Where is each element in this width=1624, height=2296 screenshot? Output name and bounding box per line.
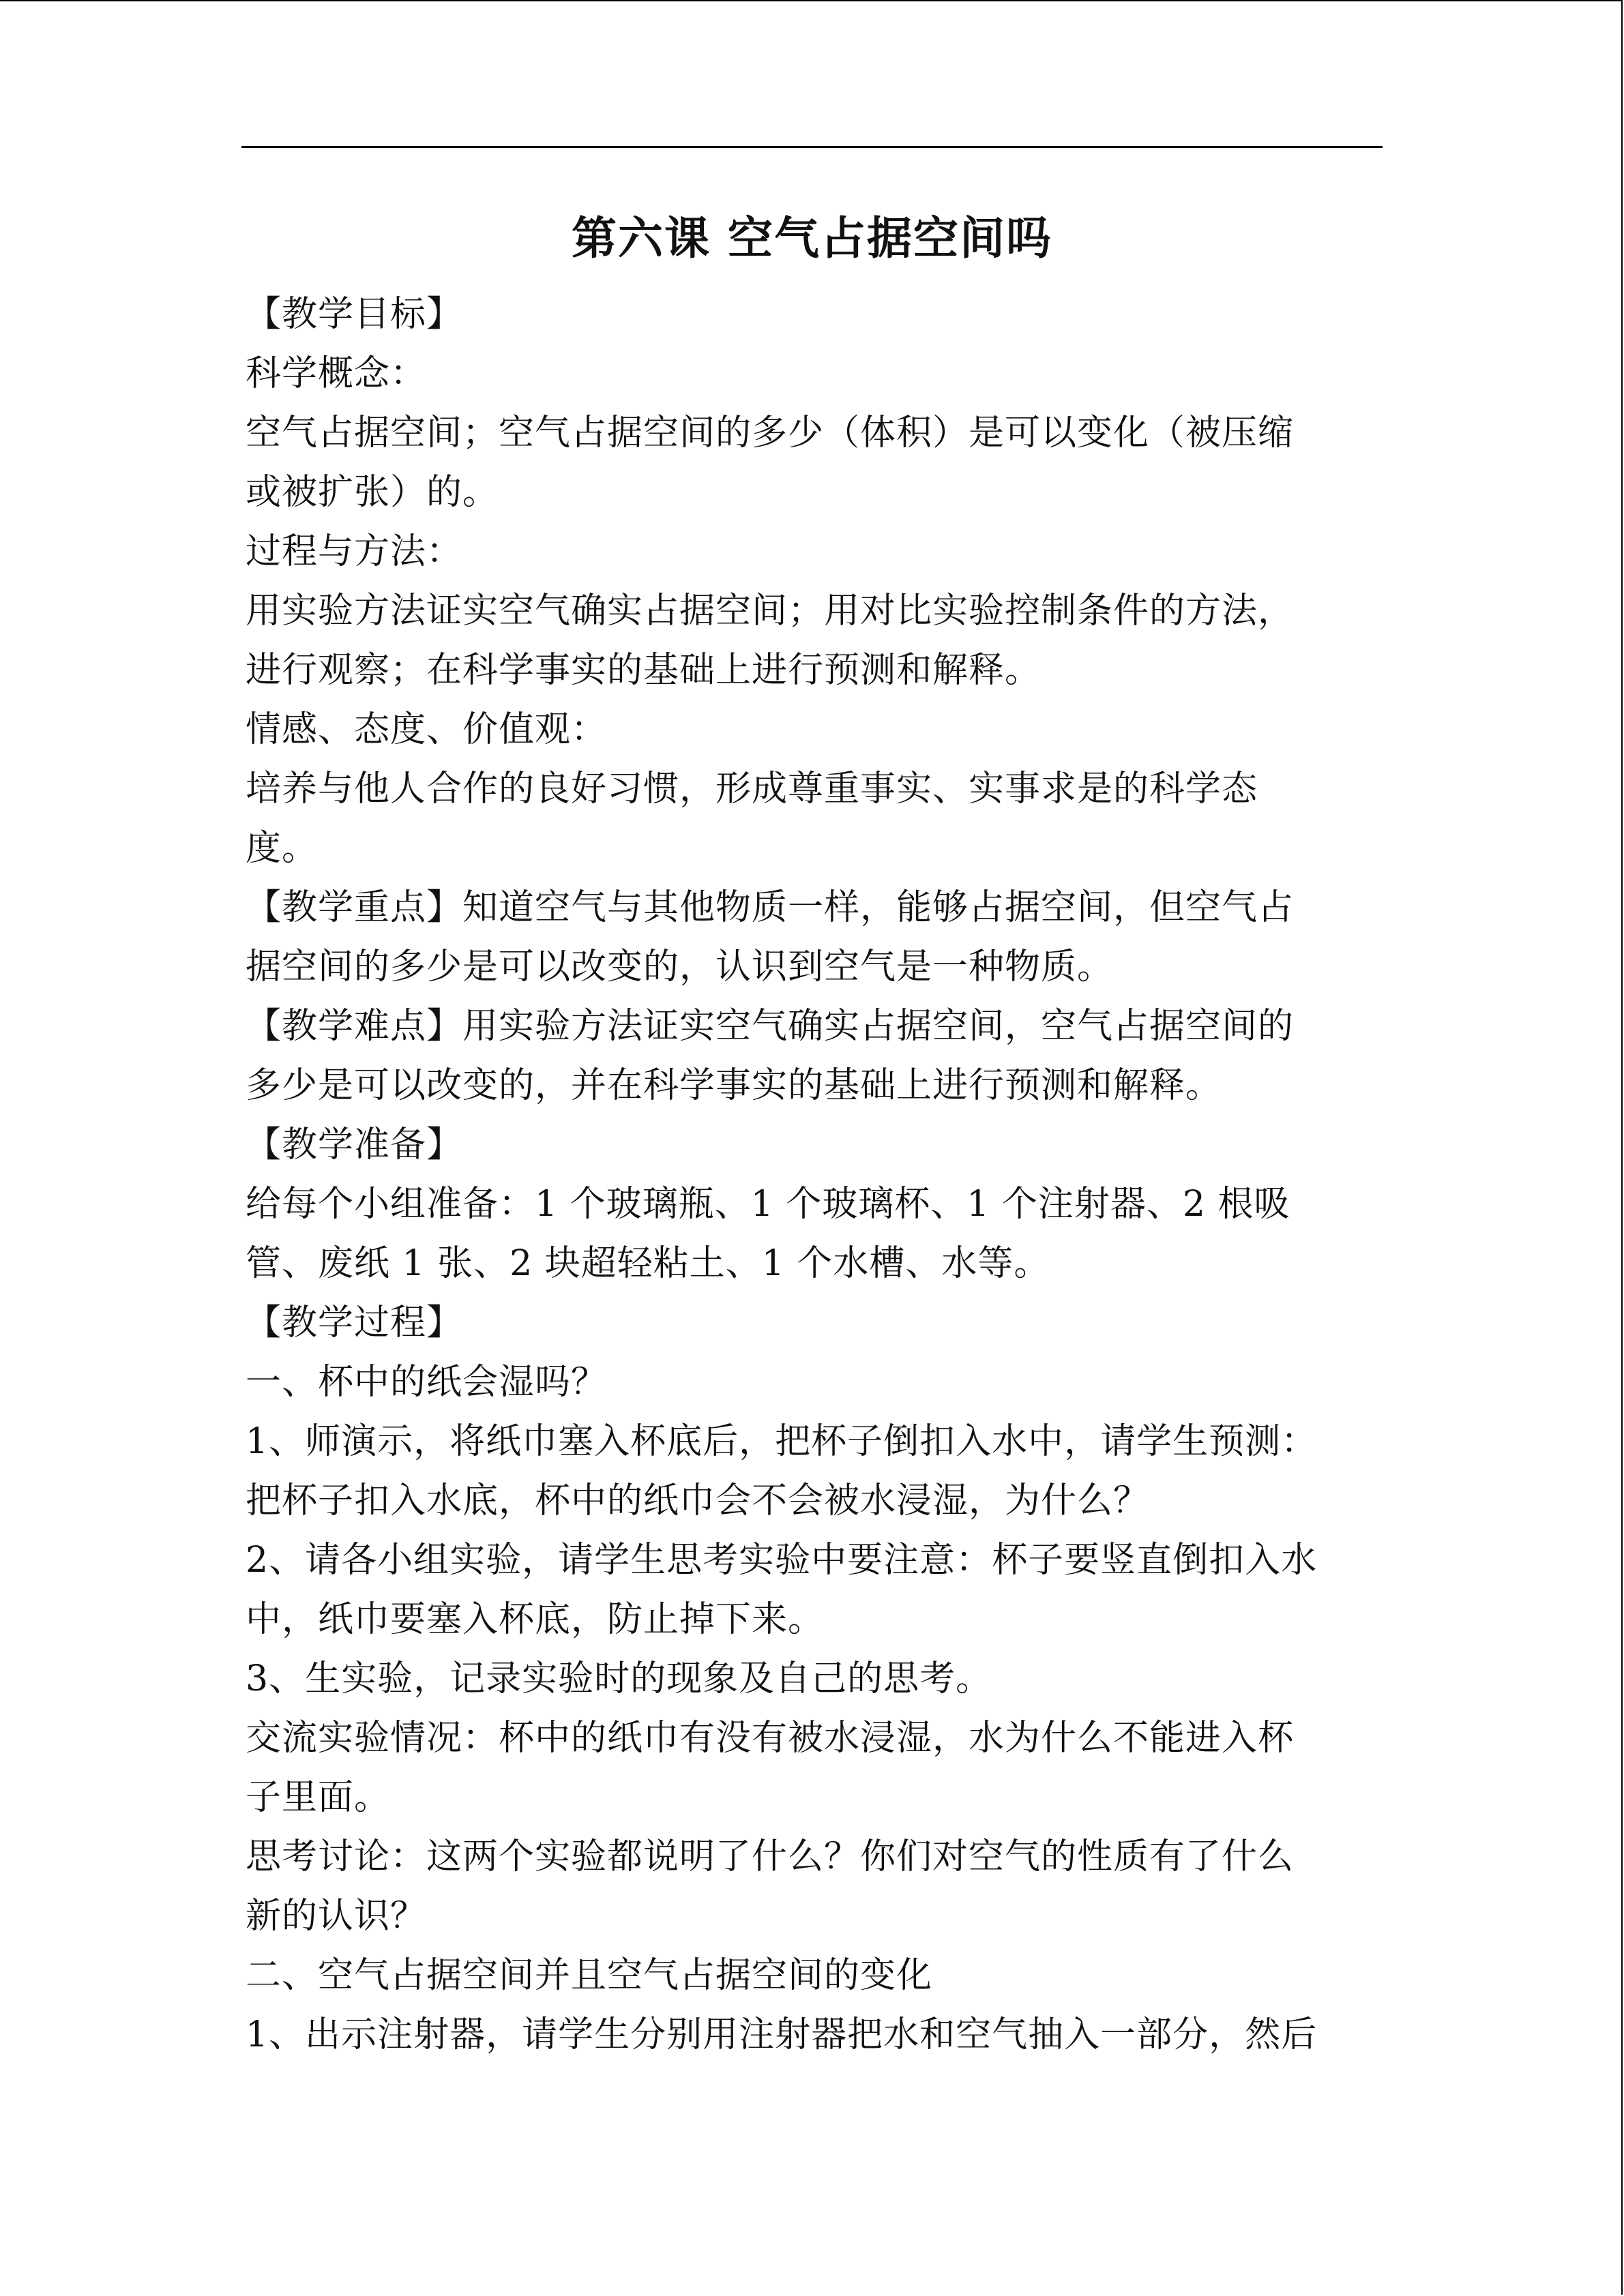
text-line: 1、出示注射器，请学生分别用注射器把水和空气抽入一部分，然后 (246, 2014, 1318, 2055)
text-line: 3、生实验，记录实验时的现象及自己的思考。 (246, 1658, 992, 1699)
text-line: 1、师演示，将纸巾塞入杯底后，把杯子倒扣入水中，请学生预测： (246, 1421, 1318, 1462)
text-line: 思考讨论：这两个实验都说明了什么？你们对空气的性质有了什么 (246, 1836, 1295, 1877)
text-line: 培养与他人合作的良好习惯，形成尊重事实、实事求是的科学态 (246, 769, 1258, 809)
heading-preparation: 【教学准备】 (246, 1124, 463, 1165)
text-line: 度。 (246, 828, 319, 869)
section-heading-1: 一、杯中的纸会湿吗？ (246, 1362, 608, 1403)
text-line: 或被扩张）的。 (246, 472, 499, 513)
text-line: 把杯子扣入水底，杯中的纸巾会不会被水浸湿，为什么？ (246, 1480, 1150, 1521)
heading-teaching-objectives: 【教学目标】 (246, 294, 463, 335)
text-line: 管、废纸 1 张、2 块超轻粘土、1 个水槽、水等。 (246, 1243, 1050, 1284)
text-line: 子里面。 (246, 1777, 391, 1818)
text-line: 空气占据空间；空气占据空间的多少（体积）是可以变化（被压缩 (246, 413, 1295, 453)
text-line: 给每个小组准备：1 个玻璃瓶、1 个玻璃杯、1 个注射器、2 根吸 (246, 1184, 1290, 1225)
text-line: 中，纸巾要塞入杯底，防止掉下来。 (246, 1599, 825, 1640)
text-line: 交流实验情况：杯中的纸巾有没有被水浸湿，水为什么不能进入杯 (246, 1718, 1295, 1759)
section-heading-2: 二、空气占据空间并且空气占据空间的变化 (246, 1955, 933, 1996)
subheading-attitudes-values: 情感、态度、价值观： (246, 709, 608, 750)
text-line: 新的认识？ (246, 1896, 427, 1937)
heading-teaching-process: 【教学过程】 (246, 1302, 463, 1343)
subheading-process-methods: 过程与方法： (246, 531, 463, 572)
text-line: 据空间的多少是可以改变的，认识到空气是一种物质。 (246, 946, 1114, 987)
page-title: 第六课 空气占据空间吗 (572, 212, 1052, 265)
header-rule (241, 146, 1383, 148)
text-line-difficulties: 【教学难点】用实验方法证实空气确实占据空间，空气占据空间的 (246, 1006, 1295, 1047)
document-body (246, 285, 1378, 2065)
text-line: 用实验方法证实空气确实占据空间；用对比实验控制条件的方法， (246, 591, 1295, 631)
subheading-science-concepts: 科学概念： (246, 353, 427, 394)
text-line-key-points: 【教学重点】知道空气与其他物质一样，能够占据空间，但空气占 (246, 887, 1295, 928)
text-line: 多少是可以改变的，并在科学事实的基础上进行预测和解释。 (246, 1065, 1222, 1106)
text-line: 2、请各小组实验，请学生思考实验中要注意：杯子要竖直倒扣入水 (246, 1540, 1318, 1581)
text-line: 进行观察；在科学事实的基础上进行预测和解释。 (246, 650, 1042, 691)
